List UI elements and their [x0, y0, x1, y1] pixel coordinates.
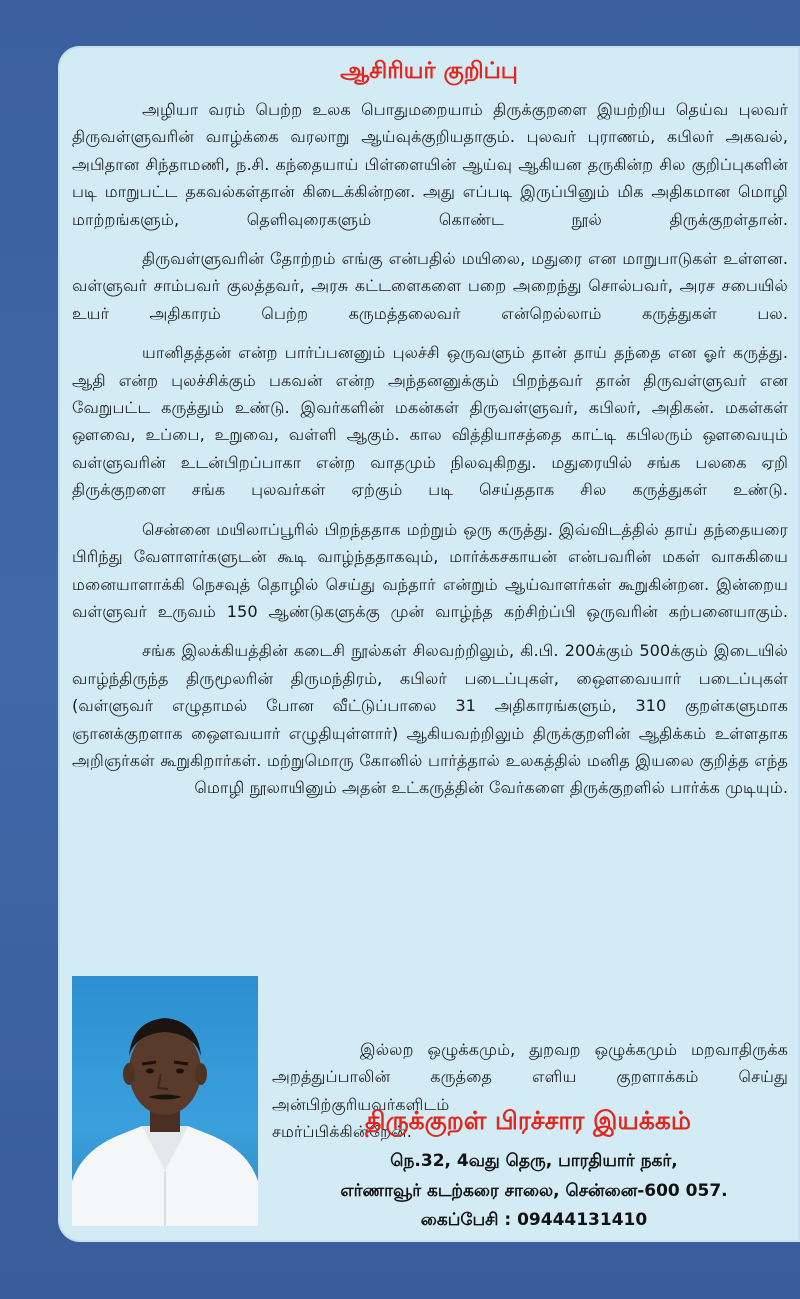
- dedication-main: இல்லற ஒழுக்கமும், துறவற ஒழுக்கமும் மறவாதிருக்க அறத்துப்பாலின் கருத்தை எளிய குறளாக்கம் செய்து அன்பிற்குரியவர்களிடம்: [272, 1040, 788, 1114]
- phone-number: கைப்பேசி : 09444131410: [420, 1210, 648, 1230]
- paragraph-1: அழியா வரம் பெற்ற உலக பொதுமறையாம் திருக்குறளை இயற்றிய தெய்வ புலவர் திருவள்ளுவரின் வாழ்க்கை வரலாறு ஆய்வுக்குறியதாகும். புலவர் புராணம், கபிலர் அகவல், அபிதான சிந்தாமணி, ந.சி. கந்தையாய் பிள்ளையின் ஆய்வு ஆகியன தருகின்ற சில குறிப்புகளின் படி மாறுபட்ட தகவல்கள்தான் கிடைக்கின்றன. அது எப்படி இருப்பினும் மிக அதிகமான மொழி மாற்றங்களும், தெளிவுரைகளும் கொண்ட நூல் திருக்குறள்தான்.: [72, 100, 788, 229]
- dedication-tail: சமர்ப்பிக்கின்றேன்.: [272, 1122, 412, 1142]
- content-panel: [58, 46, 800, 1242]
- address-line-1: நெ.32, 4வது தெரு, பாரதியார் நகர்,: [390, 1151, 678, 1171]
- organization-name: திருக்குறள் பிரச்சார இயக்கம்: [365, 1106, 691, 1135]
- paragraph-5: சங்க இலக்கியத்தின் கடைசி நூல்கள் சிலவற்றிலும், கி.பி. 200க்கும் 500க்கும் இடையில் வாழ்ந்திருந்த திருமூலரின் திருமந்திரம், கபிலர் படைப்புகள், ஔைவையார் படைப்புகள் (வள்ளுவர் எழுதாமல் போன வீட்டுப்பாலை 31 அதிகாரங்களும், 310 குறள்களுமாக ஞானக்குறளாக ஔைவயார் எழுதியுள்ளார்) ஆகியவற்றிலும் திருக்குறளின் ஆதிக்கம் உள்ளதாக அறிஞர்கள் கூறுகிறார்கள். மற்றுமொரு கோனில் பார்த்தால் உலகத்தில் மனித இயலை குறித்த எந்த மொழி நூலாயினும் அதன் உட்கருத்தின் வேர்களை திருக்குறளில் பார்க்க முடியும்.: [72, 641, 788, 798]
- address-line-2: எர்ணாவூர் கடற்கரை சாலை, சென்னை-600 057.: [340, 1181, 728, 1201]
- author-portrait-image: [72, 976, 258, 1226]
- paragraph-4: சென்னை மயிலாப்பூரில் பிறந்ததாக மற்றும் ஒரு கருத்து. இவ்விடத்தில் தாய் தந்தையரை பிரிந்து வேளாளர்களுடன் கூடி வாழ்ந்ததாகவும், மார்க்கசகாயன் என்பவரின் மகள் வாசுகியை மனையாளாக்கி நெசவுத் தொழில் செய்து வந்தார் என்றும் ஆய்வாளர்கள் கூறுகின்றன. இன்றைய வள்ளுவர் உருவம் 150 ஆண்டுகளுக்கு முன் வாழ்ந்த கற்சிற்ப்பி ஒருவரின் கற்பனையாகும்.: [72, 519, 788, 621]
- author-photo: [72, 976, 258, 1226]
- paragraph-2: திருவள்ளுவரின் தோற்றம் எங்கு என்பதில் மயிலை, மதுரை என மாறுபாடுகள் உள்ளன. வள்ளுவர் சாம்பவர் குலத்தவர், அரசு கட்டளைகளை பறை அறைந்து சொல்பவர், அரச சபையில் உயர் அதிகாரம் பெற்ற கருமத்தலைவர் என்றெல்லாம் கருத்துகள் பல.: [72, 249, 788, 323]
- paragraph-3: யானிதத்தன் என்ற பார்ப்பனனும் புலச்சி ஒருவளும் தான் தாய் தந்தை என ஓர் கருத்து. ஆதி என்ற புலச்சிக்கும் பகவன் என்ற அந்தனனுக்கும் பிறந்தவர் தான் திருவள்ளுவர் என வேறுபட்ட கருத்தும் உண்டு. இவர்களின் மகன்கள் திருவள்ளுவர், கபிலர், அதிகன். மகள்கள் ஔவை, உப்பை, உறுவை, வள்ளி ஆகும். கால வித்தியாசத்தை காட்டி கபிலரும் ஔவையும் வள்ளுவரின் உடன்பிறப்பாகா என்ற வாதமும் நிலவுகிறது. மதுரையில் சங்க பலகை ஏறி திருக்குறளை சங்க புலவர்கள் ஏற்கும் படி செய்ததாக சில கருத்துகள் உண்டு.: [72, 343, 788, 500]
- page-title: ஆசிரியர் குறிப்பு: [340, 58, 518, 84]
- biography-text: [72, 96, 788, 814]
